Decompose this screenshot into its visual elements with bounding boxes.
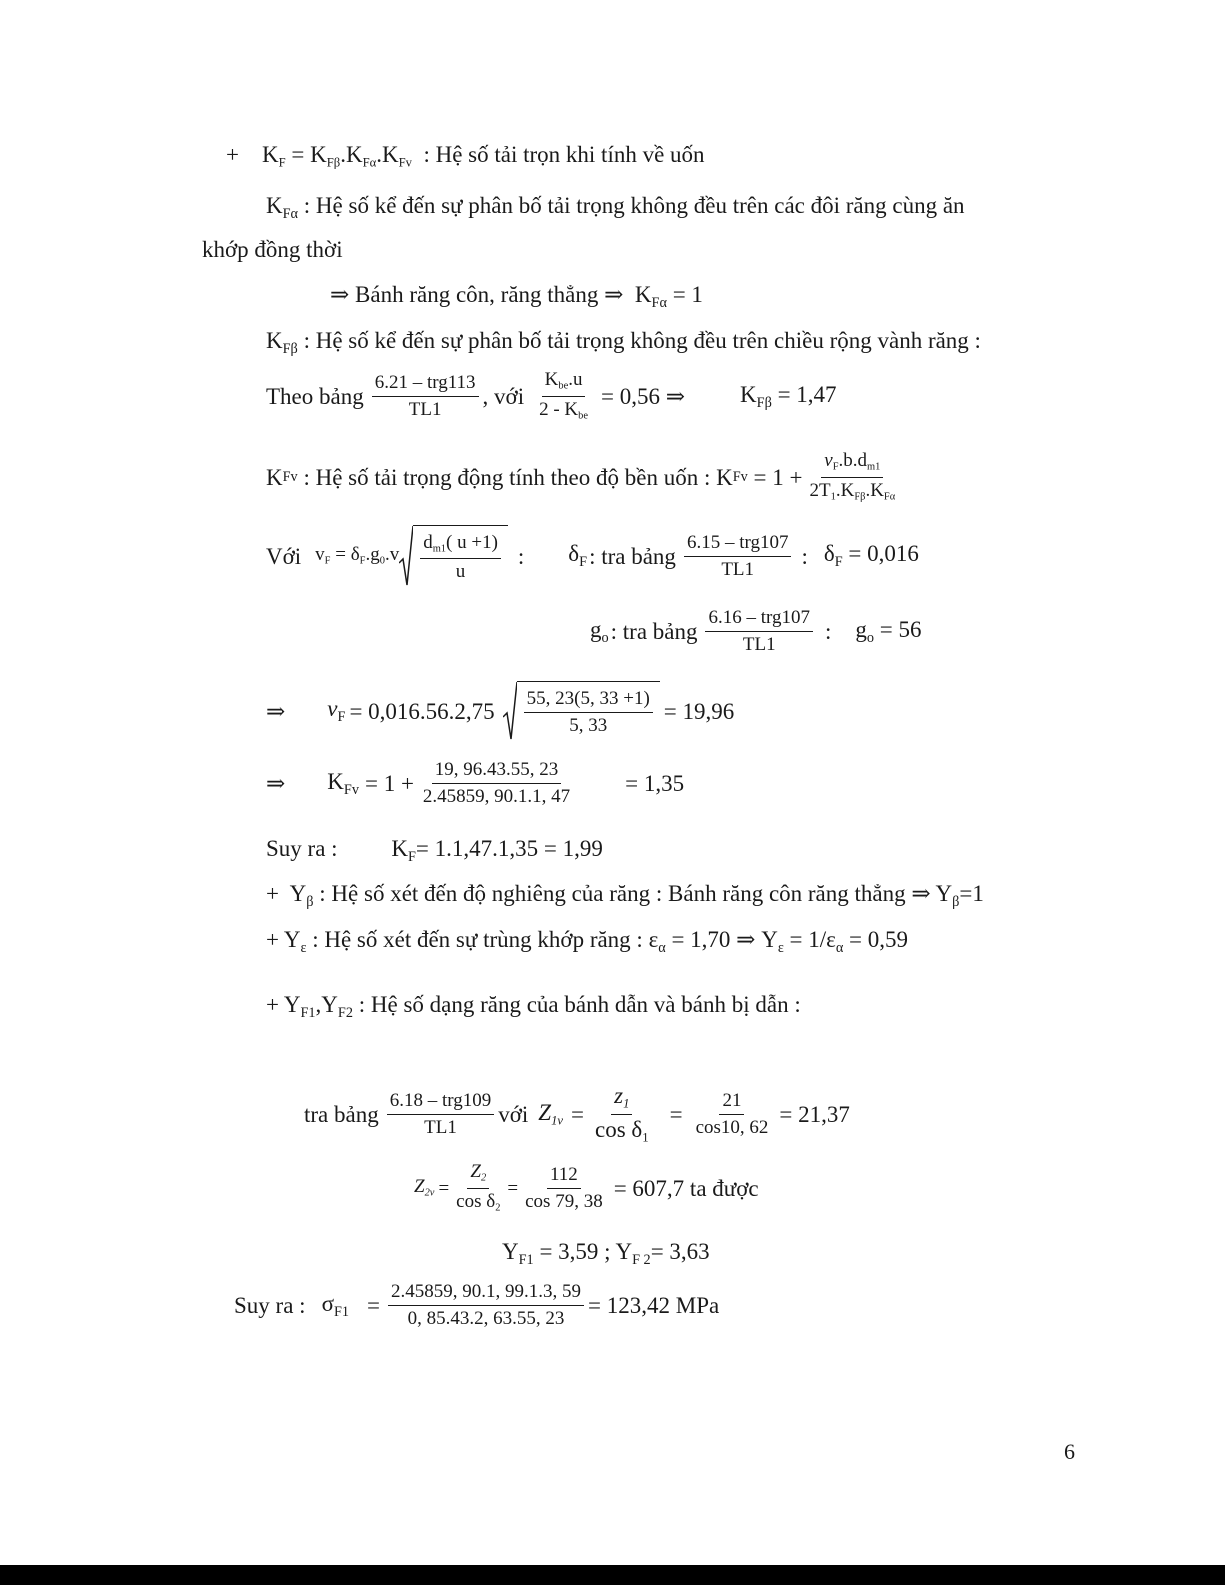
fraction-z1-cos: $\frac{z1}{\text{cos δ1}}$ bbox=[595, 1083, 649, 1145]
line-yf-definition: + $Y_{F1},Y_{F2}$ : Hệ số dạng răng của bánh dẫn và bánh bị dẫn : bbox=[266, 992, 801, 1021]
sqrt-vf-numeric: $\frac{55, 23(5, 33 +1)}{5, 33}$ bbox=[503, 681, 660, 741]
fraction-table-ref: $\frac{\text{6.21 – trg113}}{TL1}$ bbox=[372, 373, 479, 420]
line-yepsilon: + $Y_\varepsilon$ : Hệ số xét đến sự trùng khớp răng : $\varepsilon_\alpha = 1,70$ ⇒ $Y_\varepsilon = 1/\varepsilon_\alpha = 0,59$ bbox=[266, 927, 909, 956]
line-z2v: Z2v = $\frac{Z2}{\text{cos δ2}}$ = $\frac{112}{\cos 79, 38}$ = 607,7 ta được bbox=[414, 1161, 759, 1214]
line-yf-values: $Y_{F1} = 3,59$ ; $Y_{F 2}= 3,63$ bbox=[502, 1239, 710, 1268]
fraction-z2-cos: $\frac{Z2}{\text{cos δ2}}$ bbox=[456, 1161, 501, 1214]
line-kfv-result: ⇒ $K_{Fv}$ = 1 + $\frac{19, 96.43.55, 23}{2.45859, 90.1.1, 47}$ = 1,35 bbox=[266, 759, 685, 807]
line-sigma-f1: Suy ra : $\sigma_{F1}$ = $\frac{2.45859, 90.1, 99.1.3, 59}{0, 85.43.2, 63.55, 23}$ = 123,42 MPa bbox=[234, 1281, 720, 1329]
fraction-112-cos: $\frac{112}{\cos 79, 38}$ bbox=[525, 1163, 603, 1212]
line-kfa-definition: $K_{F\alpha}$ : Hệ số kể đến sự phân bố tải trọng không đều trên các đôi răng cùng ăn bbox=[266, 193, 965, 222]
line-go-table: $g_o$ : tra bảng $\frac{\text{6.16 – trg107}}{TL1}$ : $g_o = 56$ bbox=[590, 607, 922, 655]
sqrt-vf: $\frac{dm1( u +1)}{u}$ bbox=[399, 525, 508, 587]
fraction-21-cos: $\frac{21}{\cos 10, 62}$ bbox=[695, 1089, 769, 1138]
line-kfv-definition: K Fv : Hệ số tải trọng động tính theo độ bền uốn : K Fv = 1 + $\frac{vF.b.dm1}{\text{2T1.KFβ.KFα}}$ bbox=[266, 451, 902, 503]
fraction-kbe: $\frac{\text{Kbe.u}}{\text{2 - Kbe}}$ bbox=[539, 369, 589, 422]
fraction-kfv-numeric: $\frac{19, 96.43.55, 23}{2.45859, 90.1.1, 47}$ bbox=[422, 759, 571, 807]
line-kfb-table: Theo bảng $\frac{\text{6.21 – trg113}}{TL1}$ , với $\frac{\text{Kbe.u}}{\text{2 - Kbe}}$ = 0,56 ⇒ $K_{F\beta} = 1,47$ bbox=[266, 369, 837, 422]
line-ybeta: + $Y_\beta$ : Hệ số xét đến độ nghiêng của răng : Bánh răng côn răng thẳng ⇒ $Y_\beta=1$ bbox=[266, 881, 984, 910]
fraction-table-615: $\frac{\text{6.15 – trg107}}{TL1}$ bbox=[684, 533, 792, 580]
line-kf-definition: + KF = KFβ.KFα.KFv : Hệ số tải trọn khi tính về uốn bbox=[226, 142, 705, 170]
fraction-table-618: $\frac{\text{6.18 – trg109}}{TL1}$ bbox=[387, 1091, 495, 1138]
fraction-kfv: $\frac{vF.b.dm1}{\text{2T1.KFβ.KFα}}$ bbox=[809, 450, 896, 503]
page-number: 6 bbox=[1064, 1439, 1075, 1464]
fraction-table-616: $\frac{\text{6.16 – trg107}}{TL1}$ bbox=[705, 608, 813, 655]
line-kfa-value: ⇒ Bánh răng côn, răng thẳng ⇒ $K_{F\alpha} = 1$ bbox=[330, 282, 703, 311]
line-kfb-definition: $K_{F\beta}$ : Hệ số kể đến sự phân bố tải trọng không đều trên chiều rộng vành răng : bbox=[266, 328, 981, 357]
bottom-border bbox=[0, 1565, 1225, 1585]
line-kf-result: Suy ra : $K_F= 1.1,47.1,35 = 1,99$ bbox=[266, 836, 603, 865]
line-vf-formula: Với vF = δF.g0.v $\frac{dm1( u +1)}{u}$ : $\delta_F$ : tra bảng $\frac{\text{6.15 – trg107}}{TL1}$ : $\delta_F = 0,016$ bbox=[266, 525, 919, 587]
fraction-sigma-f1: $\frac{2.45859, 90.1, 99.1.3, 59}{0, 85.43.2, 63.55, 23}$ bbox=[388, 1282, 584, 1329]
line-vf-result: ⇒ $v_F$ = 0,016.56.2,75 $\frac{55, 23(5, 33 +1)}{5, 33}$ = 19,96 bbox=[266, 681, 734, 741]
line-z1v: tra bảng $\frac{\text{6.18 – trg109}}{TL1}$ với Z1v = $\frac{z1}{\text{cos δ1}}$ = $\frac{21}{\cos 10, 62}$ = 21,37 bbox=[304, 1083, 850, 1145]
line-kfa-continuation: khớp đồng thời bbox=[202, 237, 343, 262]
